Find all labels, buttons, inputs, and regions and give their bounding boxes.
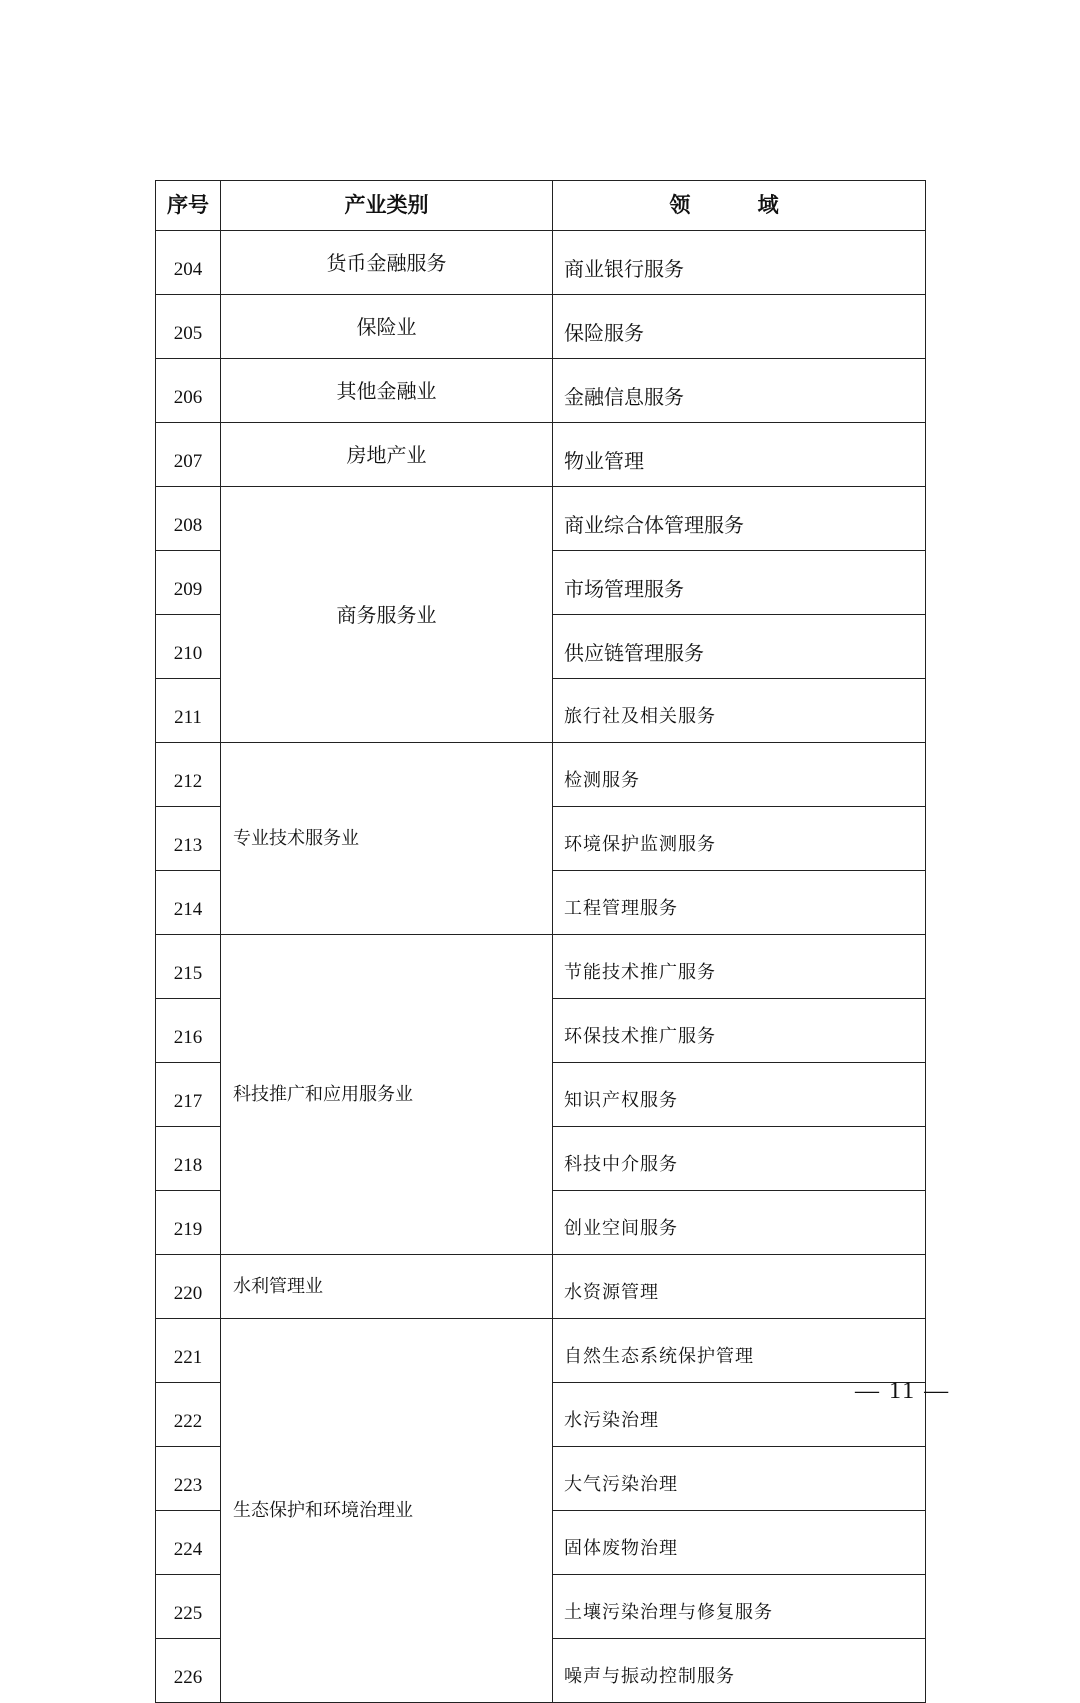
header-field: 领 域 xyxy=(553,181,926,231)
row-field: 水污染治理 xyxy=(553,1383,926,1447)
row-category: 水利管理业 xyxy=(221,1255,553,1319)
table-row xyxy=(156,743,926,807)
row-number: 212 xyxy=(156,743,221,807)
row-category: 科技推广和应用服务业 xyxy=(221,935,553,1255)
header-no: 序号 xyxy=(156,181,221,231)
row-number: 207 xyxy=(156,423,221,487)
row-field: 节能技术推广服务 xyxy=(553,935,926,999)
row-number: 216 xyxy=(156,999,221,1063)
table-row xyxy=(156,423,926,487)
table-row xyxy=(156,359,926,423)
row-field: 环境保护监测服务 xyxy=(553,807,926,871)
row-field: 检测服务 xyxy=(553,743,926,807)
page-number: — 11 — xyxy=(855,1378,951,1404)
table-row xyxy=(156,295,926,359)
row-category: 专业技术服务业 xyxy=(221,743,553,935)
row-category: 商务服务业 xyxy=(221,487,553,743)
row-field: 土壤污染治理与修复服务 xyxy=(553,1575,926,1639)
row-category: 生态保护和环境治理业 xyxy=(221,1319,553,1703)
row-number: 221 xyxy=(156,1319,221,1383)
row-field: 旅行社及相关服务 xyxy=(553,679,926,743)
row-number: 209 xyxy=(156,551,221,615)
row-number: 215 xyxy=(156,935,221,999)
row-field: 环保技术推广服务 xyxy=(553,999,926,1063)
row-field: 固体废物治理 xyxy=(553,1511,926,1575)
row-number: 210 xyxy=(156,615,221,679)
row-number: 226 xyxy=(156,1639,221,1703)
row-number: 218 xyxy=(156,1127,221,1191)
row-field: 供应链管理服务 xyxy=(553,615,926,679)
row-category: 其他金融业 xyxy=(221,359,553,423)
row-field: 商业银行服务 xyxy=(553,231,926,295)
row-category: 房地产业 xyxy=(221,423,553,487)
row-number: 213 xyxy=(156,807,221,871)
row-field: 水资源管理 xyxy=(553,1255,926,1319)
row-number: 224 xyxy=(156,1511,221,1575)
row-field: 物业管理 xyxy=(553,423,926,487)
row-field: 自然生态系统保护管理 xyxy=(553,1319,926,1383)
table-row xyxy=(156,487,926,551)
row-number: 220 xyxy=(156,1255,221,1319)
table-row xyxy=(156,935,926,999)
row-number: 217 xyxy=(156,1063,221,1127)
row-number: 204 xyxy=(156,231,221,295)
row-number: 214 xyxy=(156,871,221,935)
row-number: 225 xyxy=(156,1575,221,1639)
row-field: 知识产权服务 xyxy=(553,1063,926,1127)
table-row xyxy=(156,1319,926,1383)
row-field: 大气污染治理 xyxy=(553,1447,926,1511)
table-header-row xyxy=(156,181,926,231)
row-number: 205 xyxy=(156,295,221,359)
row-field: 噪声与振动控制服务 xyxy=(553,1639,926,1703)
row-field: 工程管理服务 xyxy=(553,871,926,935)
industry-table xyxy=(155,180,926,1703)
row-field: 市场管理服务 xyxy=(553,551,926,615)
table-row xyxy=(156,231,926,295)
row-number: 219 xyxy=(156,1191,221,1255)
row-category: 货币金融服务 xyxy=(221,231,553,295)
table-row xyxy=(156,1255,926,1319)
row-number: 211 xyxy=(156,679,221,743)
row-number: 222 xyxy=(156,1383,221,1447)
row-field: 金融信息服务 xyxy=(553,359,926,423)
row-field: 科技中介服务 xyxy=(553,1127,926,1191)
row-field: 保险服务 xyxy=(553,295,926,359)
header-category: 产业类别 xyxy=(221,181,553,231)
row-number: 223 xyxy=(156,1447,221,1511)
row-field: 商业综合体管理服务 xyxy=(553,487,926,551)
row-field: 创业空间服务 xyxy=(553,1191,926,1255)
row-number: 208 xyxy=(156,487,221,551)
row-number: 206 xyxy=(156,359,221,423)
row-category: 保险业 xyxy=(221,295,553,359)
